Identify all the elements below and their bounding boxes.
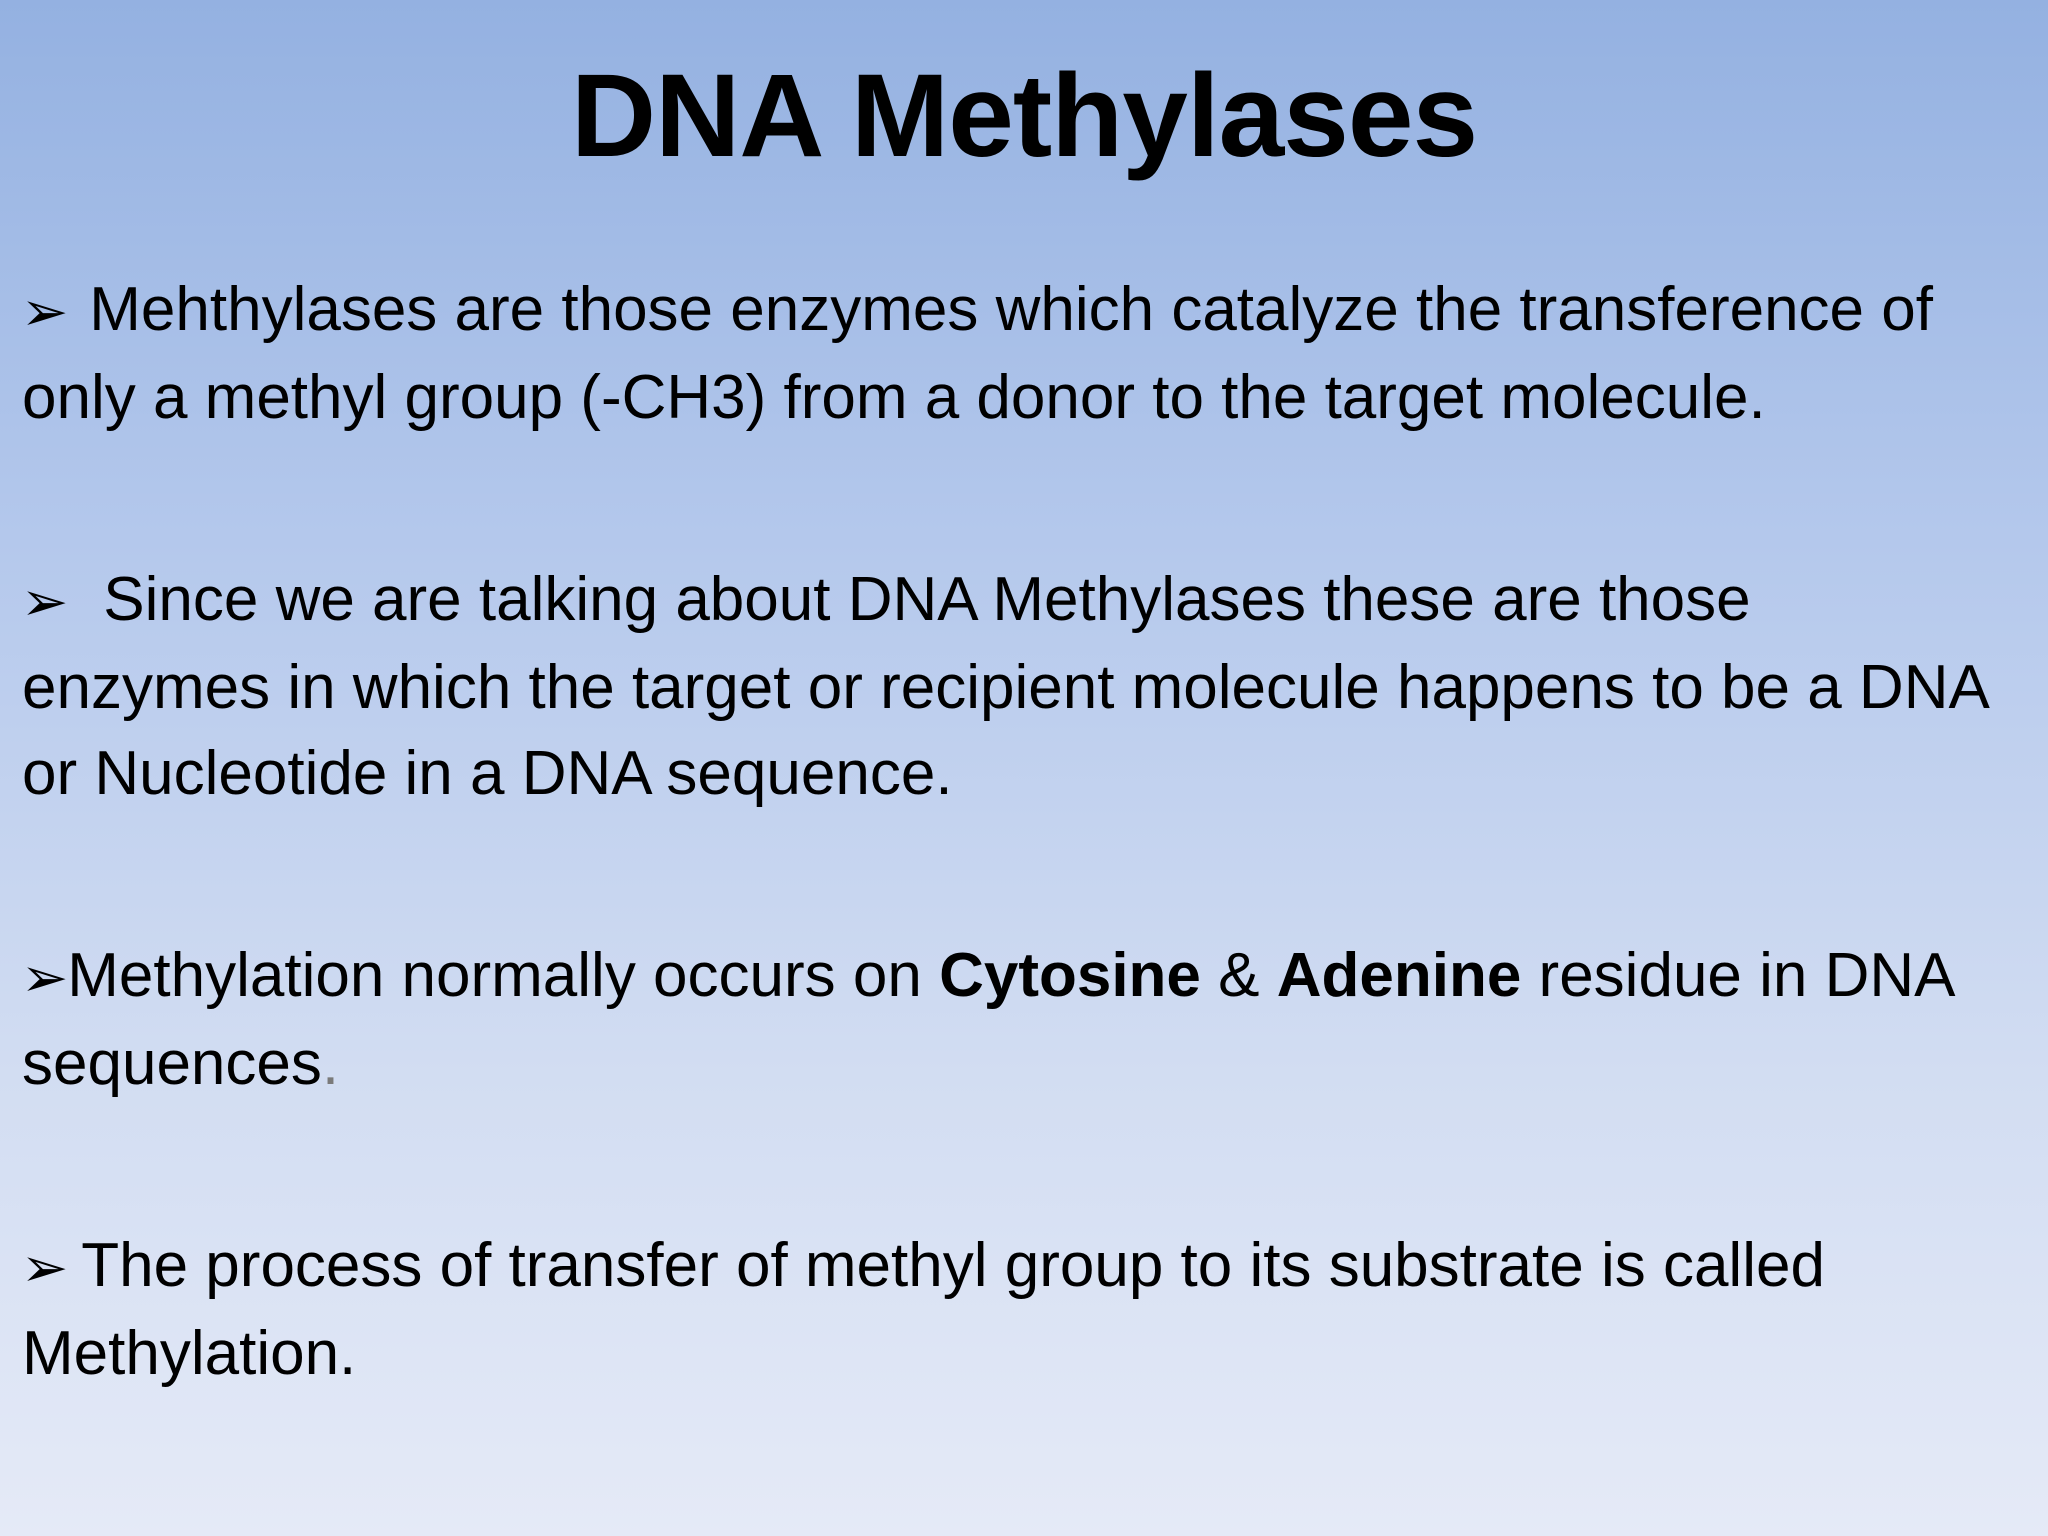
arrow-bullet-icon: ➢ — [20, 1236, 69, 1299]
bullet-text-3-end: residue in DNA sequences — [22, 941, 1953, 1098]
bullet-text-3-mid: & — [1200, 941, 1277, 1010]
bullet-item-4 — [22, 1223, 2012, 1397]
bullet-item-1 — [22, 267, 2012, 441]
bullet-text-4: The process of transfer of methyl group to its substrate is called Methylation. — [22, 1231, 1825, 1388]
arrow-bullet-icon: ➢ — [20, 570, 69, 633]
arrow-bullet-icon: ➢ — [20, 946, 69, 1009]
bullet-text-1: Mehthylases are those enzymes which catalyze the transference of only a methyl group (-CH3) from a donor to the target molecule. — [22, 275, 1933, 432]
bullet-text-3-start: Methylation normally occurs on — [67, 941, 940, 1010]
bullet-text-2: Since we are talking about DNA Methylases these are those enzymes in which the target or recipient molecule happens to be a DNA or Nucleotide in a DNA sequence. — [22, 565, 1987, 808]
arrow-bullet-icon: ➢ — [20, 280, 69, 343]
bold-term-cytosine: Cytosine — [939, 941, 1201, 1010]
bullet-text-3-period: . — [321, 1029, 340, 1098]
bullet-item-2 — [22, 557, 2012, 817]
slide-title: DNA Methylases — [570, 50, 1478, 182]
bold-term-adenine: Adenine — [1276, 941, 1522, 1010]
bullet-item-3 — [22, 933, 2012, 1107]
